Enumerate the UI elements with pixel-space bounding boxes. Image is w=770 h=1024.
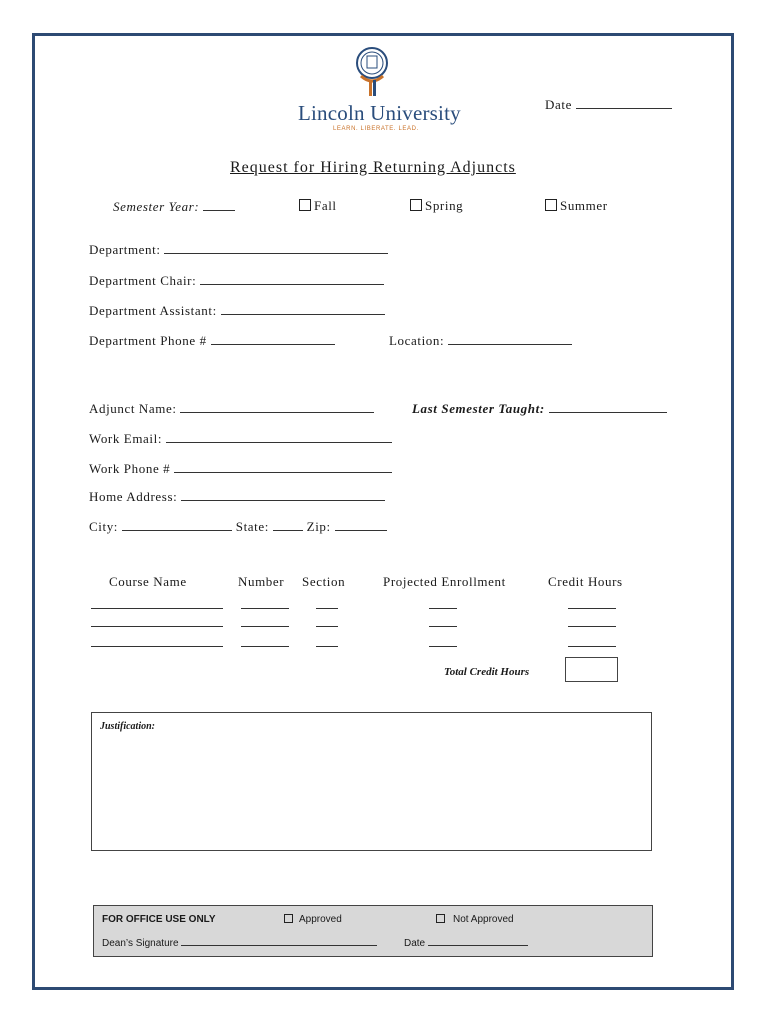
course-name-line-2[interactable] [91, 614, 223, 627]
city-state-zip-row [89, 518, 387, 535]
department-phone-field [89, 332, 335, 349]
checkbox-fall[interactable] [299, 198, 337, 214]
state-label: State: [235, 519, 269, 534]
date-field [545, 96, 672, 113]
checkbox-summer[interactable] [545, 198, 608, 214]
col-section: Section [302, 574, 346, 589]
enrollment-line-2[interactable] [429, 614, 457, 627]
work-phone-field [89, 460, 392, 477]
date-line[interactable] [576, 96, 672, 109]
deans-signature-field [102, 936, 377, 949]
date-label: Date [545, 97, 572, 112]
approved-option[interactable] [284, 914, 342, 925]
office-use-panel [93, 905, 653, 957]
col-number: Number [238, 574, 285, 589]
department-field [89, 241, 388, 258]
university-name: Lincoln University [298, 101, 461, 125]
department-assistant-field [89, 302, 385, 319]
location-label: Location: [389, 333, 445, 348]
university-seal-icon [352, 46, 392, 98]
not-approved-option[interactable] [436, 914, 514, 925]
semester-year-line[interactable] [203, 198, 235, 211]
spring-checkbox-icon[interactable] [410, 199, 422, 211]
adjunct-name-line[interactable] [180, 400, 374, 413]
justification-box[interactable] [91, 712, 652, 851]
summer-label: Summer [560, 198, 608, 213]
adjunct-name-field [89, 400, 374, 417]
approved-checkbox-icon[interactable] [284, 914, 293, 923]
city-label: City: [89, 519, 119, 534]
zip-label: Zip: [306, 519, 331, 534]
department-line[interactable] [164, 241, 388, 254]
approved-label: Approved [299, 914, 342, 925]
enrollment-line-1[interactable] [429, 596, 457, 609]
city-line[interactable] [122, 518, 232, 531]
col-credit-hours: Credit Hours [548, 574, 623, 589]
office-date-field [404, 936, 528, 949]
department-chair-label: Department Chair: [89, 273, 197, 288]
department-assistant-label: Department Assistant: [89, 303, 217, 318]
justification-label: Justification: [100, 721, 156, 732]
location-line[interactable] [448, 332, 572, 345]
not-approved-label: Not Approved [453, 914, 514, 925]
credit-hours-line-3[interactable] [568, 634, 616, 647]
deans-signature-line[interactable] [181, 936, 377, 946]
department-chair-field [89, 272, 384, 289]
last-semester-field [412, 400, 667, 417]
checkbox-spring[interactable] [410, 198, 463, 214]
number-line-1[interactable] [241, 596, 289, 609]
summer-checkbox-icon[interactable] [545, 199, 557, 211]
department-phone-line[interactable] [211, 332, 335, 345]
fall-label: Fall [314, 198, 337, 213]
last-semester-label: Last Semester Taught: [412, 401, 545, 416]
department-chair-line[interactable] [200, 272, 384, 285]
credit-hours-line-1[interactable] [568, 596, 616, 609]
form-title: Request for Hiring Returning Adjuncts [230, 159, 516, 176]
work-email-line[interactable] [166, 430, 392, 443]
office-date-label: Date [404, 938, 426, 949]
not-approved-checkbox-icon[interactable] [436, 914, 445, 923]
university-tagline: LEARN. LIBERATE. LEAD. [333, 126, 419, 132]
state-line[interactable] [273, 518, 303, 531]
col-course-name: Course Name [109, 574, 187, 589]
number-line-2[interactable] [241, 614, 289, 627]
semester-year-label: Semester Year: [113, 199, 200, 214]
section-line-1[interactable] [316, 596, 338, 609]
adjunct-name-label: Adjunct Name: [89, 401, 177, 416]
work-email-label: Work Email: [89, 431, 163, 446]
work-email-field [89, 430, 392, 447]
office-title: FOR OFFICE USE ONLY [102, 914, 216, 925]
work-phone-label: Work Phone # [89, 461, 171, 476]
semester-year-field [113, 198, 235, 215]
office-date-line[interactable] [428, 936, 528, 946]
department-label: Department: [89, 242, 161, 257]
total-credit-hours-box[interactable] [565, 657, 618, 682]
location-field [389, 332, 572, 349]
section-line-2[interactable] [316, 614, 338, 627]
fall-checkbox-icon[interactable] [299, 199, 311, 211]
credit-hours-line-2[interactable] [568, 614, 616, 627]
number-line-3[interactable] [241, 634, 289, 647]
col-projected-enrollment: Projected Enrollment [383, 574, 506, 589]
total-credit-hours-label: Total Credit Hours [444, 666, 530, 678]
last-semester-line[interactable] [549, 400, 667, 413]
spring-label: Spring [425, 198, 464, 213]
department-assistant-line[interactable] [221, 302, 385, 315]
enrollment-line-3[interactable] [429, 634, 457, 647]
section-line-3[interactable] [316, 634, 338, 647]
home-address-line[interactable] [181, 488, 385, 501]
course-name-line-1[interactable] [91, 596, 223, 609]
home-address-field [89, 488, 385, 505]
department-phone-label: Department Phone # [89, 333, 207, 348]
deans-signature-label: Dean’s Signature [102, 938, 179, 949]
home-address-label: Home Address: [89, 489, 178, 504]
course-name-line-3[interactable] [91, 634, 223, 647]
zip-line[interactable] [335, 518, 387, 531]
work-phone-line[interactable] [174, 460, 392, 473]
